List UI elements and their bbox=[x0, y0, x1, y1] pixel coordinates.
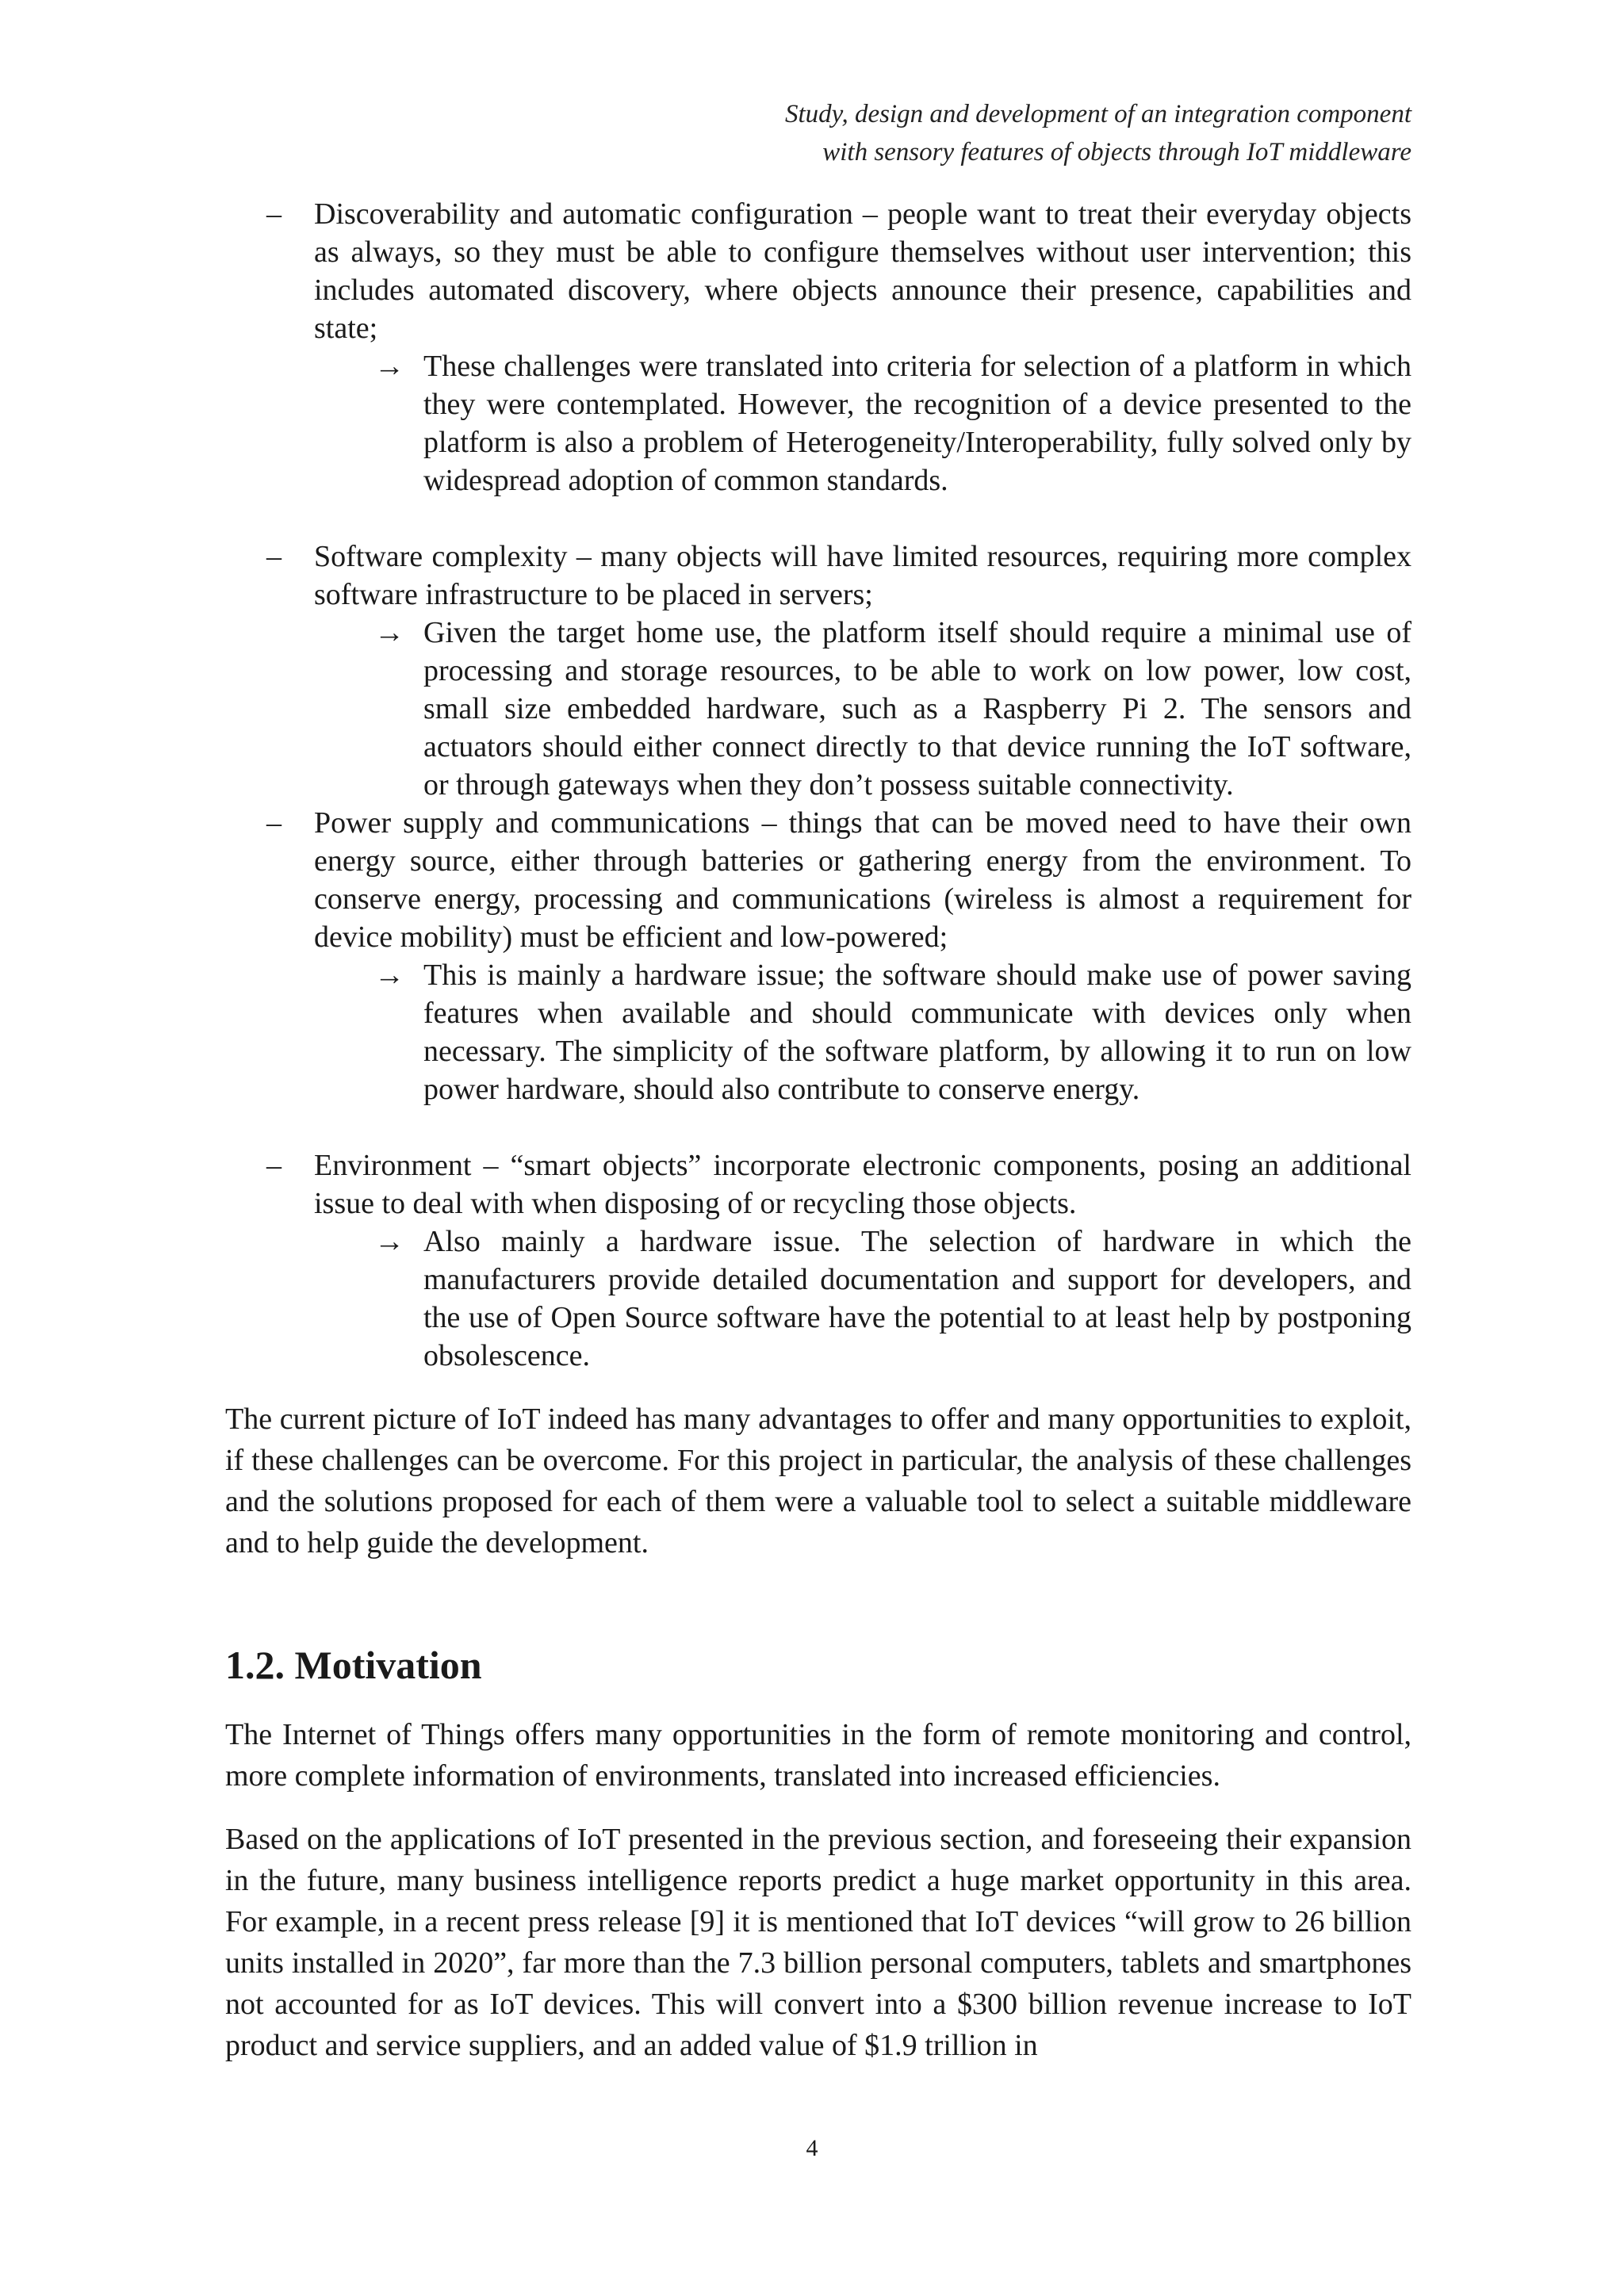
challenge-note bbox=[225, 1223, 1411, 1375]
challenge-item bbox=[225, 804, 1411, 956]
right-arrow-icon: → bbox=[374, 959, 404, 992]
challenge-text: Discoverability and automatic configuration – people want to treat their everyday objects as always, so they must be able to configure themselves without user intervention; this includes automated discovery, where objects announce their presence, capabilities and state; bbox=[314, 197, 1411, 345]
main-content bbox=[225, 195, 1411, 2066]
page-number: 4 bbox=[806, 2135, 818, 2161]
motivation-paragraph-1: The Internet of Things offers many opportunities in the form of remote monitoring and control, more complete information of environments, translated into increased efficiencies. bbox=[225, 1718, 1411, 1793]
challenge-item bbox=[225, 1146, 1411, 1223]
dash-bullet-icon: – bbox=[266, 806, 282, 840]
section-heading: 1.2. Motivation bbox=[225, 1643, 482, 1687]
challenge-note bbox=[225, 614, 1411, 804]
motivation-paragraph-2: Based on the applications of IoT presented in the previous section, and foreseeing their expansion in the future, many business intelligence reports predict a huge market opportunity in this area. For example, in a recent press release [9] it is mentioned that IoT devices “will grow to 26 billion units installed in 2020”, far more than the 7.3 billion personal computers, tablets and smartphones not accounted for as IoT devices. This will convert into a $300 billion revenue increase to IoT product and service suppliers, and an added value of $1.9 trillion in bbox=[225, 1823, 1411, 2062]
challenge-text: Environment – “smart objects” incorporate electronic components, posing an additional issue to deal with when disposing of or recycling those objects. bbox=[314, 1149, 1411, 1220]
challenge-note bbox=[225, 347, 1411, 499]
dash-bullet-icon: – bbox=[266, 197, 282, 231]
challenge-item bbox=[225, 195, 1411, 347]
challenge-text: Power supply and communications – things that can be moved need to have their own energy source, either through batteries or gathering energy from the environment. To conserve energy, processing and communications (wireless is almost a requirement for device mobility) must be efficient and low-powered; bbox=[314, 806, 1411, 954]
running-header-line-1: Study, design and development of an integration component bbox=[784, 100, 1411, 128]
running-header-line-2: with sensory features of objects through IoT middleware bbox=[822, 138, 1411, 166]
challenge-note-text: Also mainly a hardware issue. The selection of hardware in which the manufacturers provide detailed documentation and support for developers, and the use of Open Source software have the potential to at least help by postponing obsolescence. bbox=[423, 1225, 1411, 1372]
dash-bullet-icon: – bbox=[266, 1149, 282, 1182]
challenge-text: Software complexity – many objects will have limited resources, requiring more complex software infrastructure to be placed in servers; bbox=[314, 540, 1411, 611]
dash-bullet-icon: – bbox=[266, 540, 282, 573]
conclusion-paragraph: The current picture of IoT indeed has many advantages to offer and many opportunities to exploit, if these challenges can be overcome. For this project in particular, the analysis of these challenges and the solutions proposed for each of them were a valuable tool to select a suitable middleware and to help guide the development. bbox=[225, 1402, 1411, 1559]
challenge-note bbox=[225, 956, 1411, 1108]
running-header bbox=[619, 95, 1411, 171]
challenge-item bbox=[225, 538, 1411, 614]
challenge-note-text: Given the target home use, the platform itself should require a minimal use of processing and storage resources, to be able to work on low power, low cost, small size embedded hardware, such as a Raspberry Pi 2. The sensors and actuators should either connect directly to that device running the IoT software, or through gateways when they don’t possess suitable connectivity. bbox=[423, 616, 1411, 802]
challenge-note-text: This is mainly a hardware issue; the software should make use of power saving features when available and should communicate with devices only when necessary. The simplicity of the software platform, by allowing it to run on low power hardware, should also contribute to conserve energy. bbox=[423, 959, 1411, 1106]
challenge-note-text: These challenges were translated into criteria for selection of a platform in which they were contemplated. However, the recognition of a device presented to the platform is also a problem of Heterogeneity/Interoperability, fully solved only by widespread adoption of common standards. bbox=[423, 350, 1411, 497]
right-arrow-icon: → bbox=[374, 350, 404, 383]
right-arrow-icon: → bbox=[374, 616, 404, 649]
right-arrow-icon: → bbox=[374, 1225, 404, 1258]
